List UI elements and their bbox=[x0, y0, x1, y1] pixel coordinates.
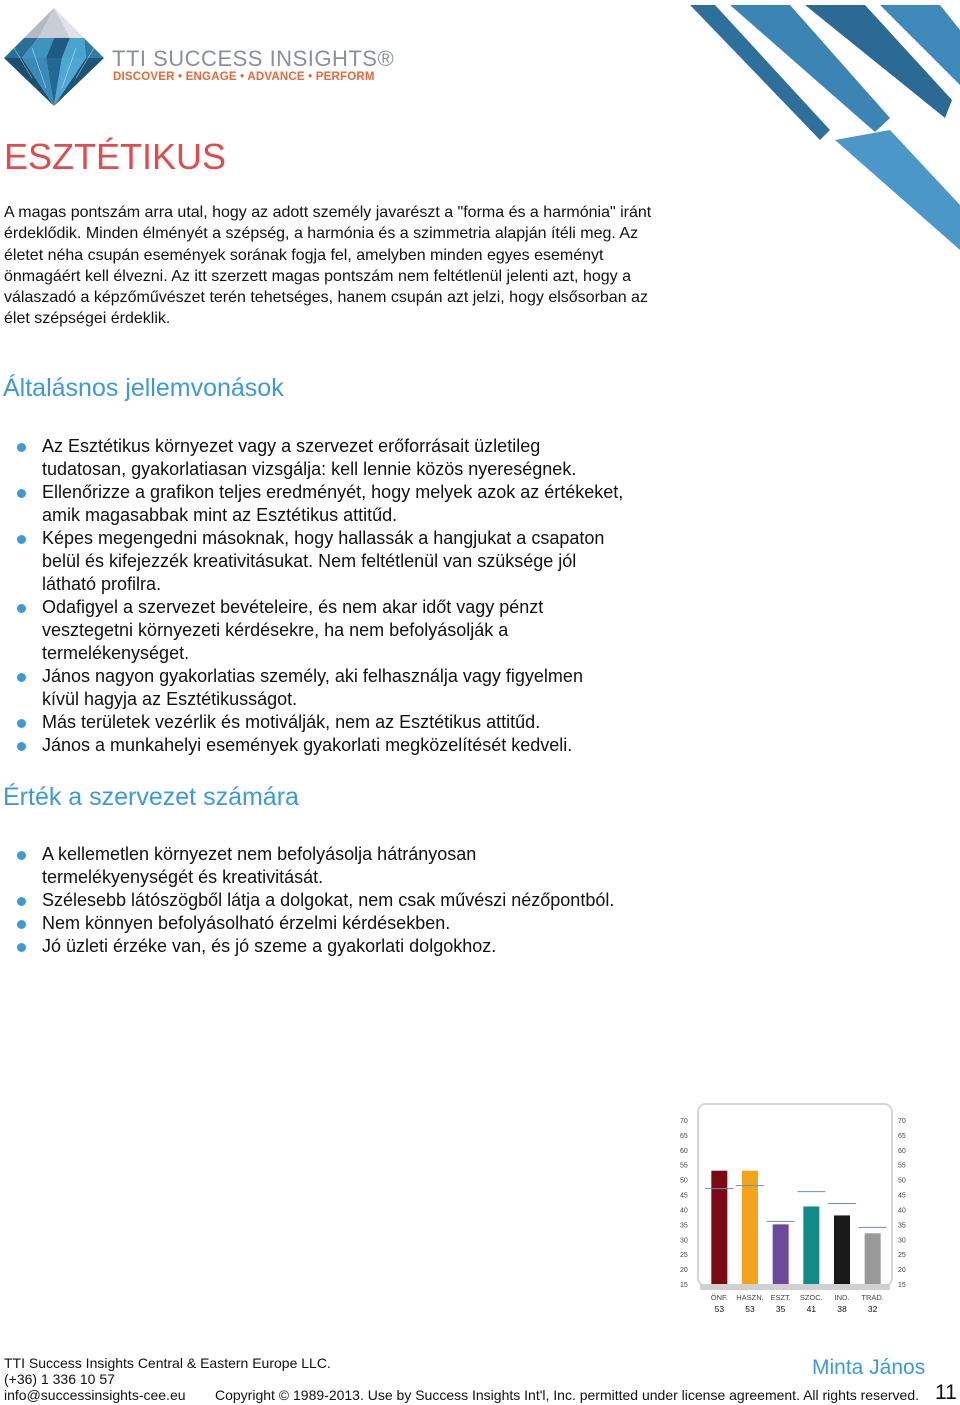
section-heading-general: Általásnos jellemvonások bbox=[3, 374, 284, 402]
list-item bbox=[4, 435, 624, 481]
chart-bar bbox=[865, 1233, 881, 1284]
y-tick-left: 15 bbox=[680, 1282, 688, 1289]
y-tick-left: 40 bbox=[680, 1207, 688, 1215]
bullet-icon bbox=[17, 897, 26, 906]
y-tick-right: 25 bbox=[898, 1252, 906, 1260]
intro-paragraph: A magas pontszám arra utal, hogy az adott személy javarészt a "forma és a harmónia" iránt érdeklődik. Minden élményét a szépség, a harmónia és a szimmetria alapján ítéli meg. Az életet néha csupán események sorának fogja fel, amelyben minden egyes eseményt önmagáért kell élvezni. Az itt szerzett magas pontszám nem feltétlenül jelenti azt, hogy a válaszadó a képzőművészet terén tehetséges, hanem csupán azt jelzi, hogy elsősorban az élet szépségei érdeklik. bbox=[4, 204, 652, 328]
value-list bbox=[4, 843, 624, 958]
y-tick-left: 35 bbox=[680, 1222, 688, 1230]
x-tick-label: TRAD. bbox=[861, 1293, 884, 1302]
y-tick-left: 25 bbox=[680, 1252, 688, 1260]
y-tick-right: 30 bbox=[898, 1237, 906, 1245]
chart-bar bbox=[742, 1171, 758, 1284]
chart-bar bbox=[773, 1224, 789, 1284]
data-label: 41 bbox=[806, 1304, 817, 1314]
y-tick-right: 15 bbox=[898, 1282, 906, 1289]
footer-phone: (+36) 1 336 10 57 bbox=[4, 1371, 115, 1387]
y-tick-right: 60 bbox=[898, 1147, 906, 1155]
y-tick-right: 40 bbox=[898, 1207, 906, 1215]
y-tick-left: 70 bbox=[680, 1118, 688, 1125]
y-tick-left: 60 bbox=[680, 1147, 688, 1155]
y-tick-right: 45 bbox=[898, 1192, 906, 1200]
corner-stripes-decoration bbox=[690, 0, 960, 250]
bullet-icon bbox=[17, 489, 26, 498]
list-item bbox=[4, 889, 624, 912]
list-item bbox=[4, 527, 624, 596]
list-item-text: Szélesebb látószögből látja a dolgokat, nem csak művészi nézőpontból. bbox=[42, 890, 615, 910]
list-item-text: Az Esztétikus környezet vagy a szervezet erőforrásait üzletileg tudatosan, gyakorlatiasan vizsgálja: kell lennie közös nyereségnek. bbox=[42, 436, 577, 479]
list-item-text: Más területek vezérlik és motiválják, nem az Esztétikus attitűd. bbox=[42, 712, 541, 732]
x-tick-label: HASZN. bbox=[736, 1293, 764, 1302]
data-label: 53 bbox=[745, 1304, 755, 1314]
bullet-icon bbox=[17, 742, 26, 751]
section-heading-value: Érték a szervezet számára bbox=[3, 783, 299, 811]
list-item-text: Odafigyel a szervezet bevételeire, és nem akar időt vagy pénzt vesztegetni környezeti kérdésekre, ha nem befolyásolják a termelékenységet. bbox=[42, 597, 544, 663]
x-tick-label: ÖNF. bbox=[710, 1293, 728, 1302]
page-title: ESZTÉTIKUS bbox=[4, 136, 227, 177]
x-tick-label: IND. bbox=[834, 1293, 850, 1302]
list-item-text: Jó üzleti érzéke van, és jó szeme a gyakorlati dolgokhoz. bbox=[42, 936, 497, 956]
y-tick-left: 55 bbox=[680, 1162, 688, 1170]
respondent-name: Minta János bbox=[812, 1356, 926, 1379]
list-item bbox=[4, 843, 624, 889]
chart-baseline bbox=[700, 1284, 890, 1290]
footer-company: TTI Success Insights Central & Eastern Europe LLC. bbox=[4, 1355, 331, 1371]
motivators-bar-chart bbox=[672, 1100, 918, 1322]
list-item bbox=[4, 596, 624, 665]
y-tick-left: 45 bbox=[680, 1192, 688, 1200]
y-tick-right: 65 bbox=[898, 1132, 906, 1140]
footer-copyright: Copyright © 1989-2013. Use by Success Insights Int'l, Inc. permitted under license agreement. All rights reserved. bbox=[215, 1387, 920, 1403]
list-item-text: A kellemetlen környezet nem befolyásolja hátrányosan termelékyenységét és kreativitását. bbox=[42, 844, 477, 887]
list-item bbox=[4, 734, 624, 757]
chart-bar bbox=[711, 1171, 727, 1284]
y-tick-left: 30 bbox=[680, 1237, 688, 1245]
footer-email: info@successinsights-cee.eu bbox=[4, 1387, 186, 1403]
data-label: 32 bbox=[867, 1304, 878, 1314]
list-item bbox=[4, 481, 624, 527]
brand-name: TTI SUCCESS INSIGHTS® bbox=[112, 46, 395, 71]
y-tick-right: 55 bbox=[898, 1162, 906, 1170]
bullet-icon bbox=[17, 673, 26, 682]
list-item-text: Ellenőrizze a grafikon teljes eredményét, hogy melyek azok az értékeket, amik magasabbak mint az Esztétikus attitűd. bbox=[42, 482, 624, 525]
y-tick-left: 50 bbox=[680, 1177, 688, 1185]
x-tick-label: SZOC. bbox=[799, 1293, 823, 1302]
list-item bbox=[4, 935, 624, 958]
x-tick-label: ESZT. bbox=[770, 1293, 791, 1302]
y-tick-right: 20 bbox=[898, 1267, 906, 1275]
list-item-text: János nagyon gyakorlatias személy, aki felhasználja vagy figyelmen kívül hagyja az Esztétikusságot. bbox=[42, 666, 583, 709]
list-item-text: János a munkahelyi események gyakorlati megközelítését kedveli. bbox=[42, 735, 573, 755]
data-label: 53 bbox=[714, 1304, 725, 1314]
data-label: 38 bbox=[837, 1304, 847, 1314]
brand-tagline: DISCOVER • ENGAGE • ADVANCE • PERFORM bbox=[113, 71, 375, 83]
bullet-icon bbox=[17, 943, 26, 952]
bullet-icon bbox=[17, 443, 26, 452]
list-item bbox=[4, 912, 624, 935]
list-item-text: Képes megengedni másoknak, hogy hallassák a hangjukat a csapaton belül és kifejezzék kreativitásukat. Nem feltétlenül van szüksége jól látható profilra. bbox=[42, 528, 605, 594]
data-label: 35 bbox=[775, 1304, 786, 1314]
page-number: 11 bbox=[935, 1381, 957, 1404]
y-tick-right: 50 bbox=[898, 1177, 906, 1185]
bullet-icon bbox=[17, 535, 26, 544]
diamond-logo-icon bbox=[2, 8, 106, 108]
y-tick-left: 65 bbox=[680, 1132, 688, 1140]
bullet-icon bbox=[17, 719, 26, 728]
y-tick-right: 35 bbox=[898, 1222, 906, 1230]
list-item bbox=[4, 665, 624, 711]
list-item-text: Nem könnyen befolyásolható érzelmi kérdésekben. bbox=[42, 913, 451, 933]
bullet-icon bbox=[17, 920, 26, 929]
bullet-icon bbox=[17, 604, 26, 613]
general-traits-list bbox=[4, 435, 624, 757]
y-tick-right: 70 bbox=[898, 1118, 906, 1125]
y-tick-left: 20 bbox=[680, 1267, 688, 1275]
chart-bar bbox=[803, 1206, 819, 1284]
bullet-icon bbox=[17, 851, 26, 860]
list-item bbox=[4, 711, 624, 734]
chart-bar bbox=[834, 1215, 850, 1284]
